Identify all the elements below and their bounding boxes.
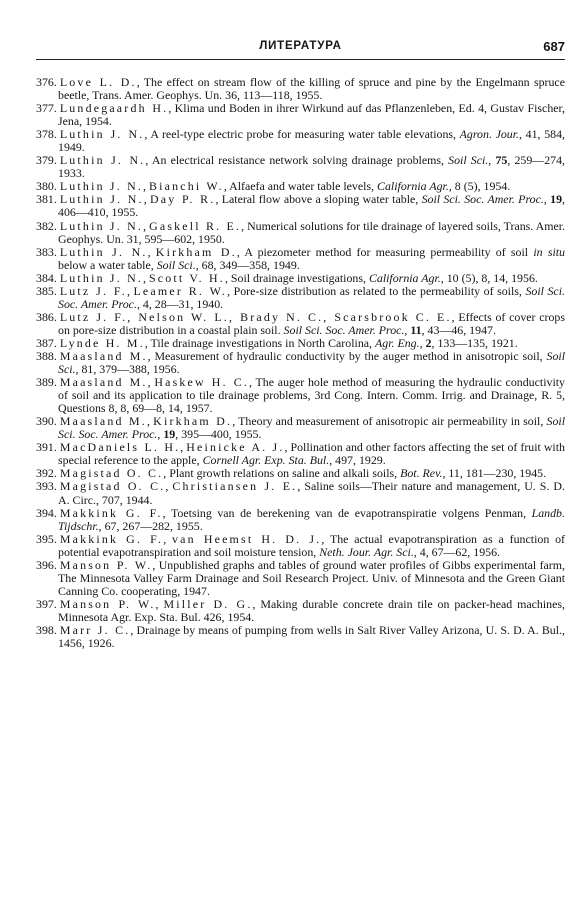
reference-number: 378. — [36, 127, 57, 142]
reference-number: 390. — [36, 414, 57, 429]
reference-author: Miller D. G. — [163, 596, 253, 611]
reference-author: Scott V. H. — [148, 270, 225, 285]
reference-entry — [36, 154, 565, 180]
reference-number: 391. — [36, 440, 57, 455]
reference-source-title: Soil Sci. — [448, 153, 489, 168]
reference-text: , Klima und Boden in ihrer Wirkund auf das Pflanzenleben, Ed. 4, Gustav Fischer, Jena, 1954. — [58, 101, 565, 129]
reference-text: , 133—135, 1921. — [431, 335, 518, 350]
reference-source-title: Soil Sci. Soc. Amer. Proc. — [58, 283, 565, 311]
reference-entry — [36, 415, 565, 441]
reference-text: , Effects of cover crops on pore-size distribution in a coastal plain soil. — [58, 309, 565, 337]
reference-text: , — [157, 427, 164, 442]
reference-entry — [36, 376, 565, 415]
reference-entry — [36, 480, 565, 506]
reference-volume: 2 — [425, 335, 432, 350]
reference-author: Maasland M. — [59, 414, 147, 429]
reference-author: Maasland M. — [59, 375, 148, 390]
reference-text: , 4, 67—62, 1956. — [413, 544, 501, 559]
reference-author: Marr J. C. — [59, 622, 131, 637]
reference-author: Maasland M. — [59, 348, 148, 363]
reference-entry — [36, 128, 565, 154]
reference-author: Magistad O. C. — [59, 479, 166, 494]
reference-source-title: Bot. Rev. — [400, 466, 443, 481]
reference-number: 377. — [36, 101, 57, 116]
reference-text: , 41, 584, 1949. — [58, 127, 565, 155]
reference-text: , Pore-size distribution as related to the permeability of soils, — [227, 283, 526, 298]
reference-entry — [36, 193, 565, 219]
reference-author: Luthin J. N. — [59, 153, 146, 168]
running-title: ЛИТЕРАТУРА — [259, 40, 342, 52]
reference-author: Day P. R. — [150, 192, 216, 207]
reference-text: , — [488, 153, 496, 168]
reference-source-title: California Agr. — [377, 179, 449, 194]
reference-entry — [36, 507, 565, 533]
reference-text: , 4, 28—31, 1940. — [136, 296, 224, 311]
reference-number: 394. — [36, 505, 57, 520]
reference-text: , Pollination and other factors affecting the set of fruit with special reference to the apple, — [58, 440, 565, 468]
reference-number: 382. — [36, 218, 57, 233]
reference-entry — [36, 533, 565, 559]
reference-author: Leamer R. W. — [133, 283, 228, 298]
reference-text: , 68, 349—358, 1949. — [195, 257, 300, 272]
reference-number: 388. — [36, 348, 57, 363]
reference-number: 376. — [36, 75, 57, 89]
reference-text: , Unpublished graphs and tables of ground water profiles of Gibbs experimental farm, The Minnesota Valley Farm Drainage and Soil Research Project. Univ. of Minnesota and the Green Giant Canning Co. cooperating, 1947. — [58, 557, 565, 598]
reference-text: , 497, 1929. — [329, 453, 386, 468]
reference-text: , — [165, 479, 173, 494]
reference-number: 392. — [36, 466, 57, 481]
reference-source-title: Agron. Jour. — [459, 127, 520, 142]
reference-entry — [36, 559, 565, 598]
reference-text: , — [404, 322, 411, 337]
reference-text: , Toetsing van de berekening van de evapotranspiratie volgens Penman, — [162, 505, 532, 520]
reference-number: 379. — [36, 153, 57, 168]
reference-number: 385. — [36, 283, 57, 298]
reference-author: van Heemst H. D. J. — [172, 531, 322, 546]
reference-source-title: Soil Sci. — [156, 257, 196, 272]
page-number: 687 — [543, 39, 565, 54]
reference-author: Luthin J. N. — [59, 244, 148, 259]
reference-author: Christiansen J. E. — [172, 479, 298, 494]
reference-author: Bianchi W. — [148, 179, 224, 194]
reference-text: , Drainage by means of pumping from wells in Salt River Valley Arizona, U. S. D. A. Bul., 1456, 1926. — [58, 622, 565, 651]
reference-author: Love L. D. — [59, 75, 137, 89]
reference-text: , Tile drainage investigations in North Carolina, — [144, 335, 375, 350]
reference-text: , Soil drainage investigations, — [224, 270, 369, 285]
reference-number: 387. — [36, 335, 57, 350]
reference-source-title: Soil Sci. — [58, 348, 565, 377]
reference-number: 397. — [36, 596, 57, 611]
reference-source-title: Neth. Jour. Agr. Sci. — [319, 544, 414, 559]
reference-text: , — [143, 218, 150, 233]
reference-text: , 10 (5), 8, 14, 1956. — [440, 270, 538, 285]
reference-entry — [36, 285, 565, 311]
reference-author: Luthin J. N. — [59, 218, 144, 233]
reference-author: Lynde H. M. — [59, 335, 145, 350]
reference-author: Luthin J. N. — [59, 127, 145, 142]
reference-text: , — [126, 283, 134, 298]
page-header — [36, 40, 565, 58]
reference-text: , 406—410, 1955. — [58, 192, 565, 220]
reference-text: , The effect on stream flow of the killing of spruce and pine by the Engelmann spruce beetle, Trans. Amer. Geophys. Un. 36, 113—118, 1955. — [58, 75, 565, 103]
reference-number: 380. — [36, 179, 57, 194]
reference-entry — [36, 102, 565, 128]
reference-source-title: Cornell Agr. Exp. Sta. Bul. — [202, 453, 330, 468]
reference-text: , Numerical solutions for tile drainage of layered soils, Trans. Amer. Geophys. Un. 31, 595—602, 1950. — [58, 218, 565, 246]
reference-text: , 67, 267—282, 1955. — [98, 518, 203, 533]
reference-entry — [36, 441, 565, 467]
reference-author: MacDaniels L. H. — [59, 440, 181, 455]
reference-entry — [36, 220, 565, 246]
reference-author: Kirkham D. — [153, 414, 233, 429]
reference-author: Lutz J. F., Nelson W. L., Brady N. C., Scarsbrook C. E. — [59, 309, 452, 324]
reference-volume: 19 — [163, 427, 176, 442]
reference-source-title: Landb. Tijdschr. — [58, 505, 565, 533]
reference-volume: 75 — [495, 153, 508, 168]
reference-author: Heinicke A. J. — [186, 440, 285, 455]
reference-text: , — [543, 192, 551, 207]
reference-text: , Making durable concrete drain tile on packer-head machines, Minnesota Agr. Exp. Sta. Bul. 426, 1954. — [58, 596, 566, 624]
reference-source-title: Soil Sci. Soc. Amer. Proc. — [58, 414, 566, 442]
reference-number: 381. — [36, 192, 57, 207]
reference-text: , 395—400, 1955. — [175, 427, 262, 442]
header-rule — [36, 59, 565, 60]
reference-text: , — [143, 192, 151, 207]
reference-number: 384. — [36, 270, 57, 285]
reference-text: , Theory and measurement of anisotropic air permeability in soil, — [232, 414, 547, 429]
reference-entry — [36, 311, 565, 337]
reference-text: , — [180, 440, 187, 455]
reference-author: Luthin J. N. — [59, 179, 144, 194]
reference-source-title: in situ — [533, 244, 565, 259]
reference-author: Makkink G. F. — [59, 505, 163, 520]
reference-text: , 259—274, 1933. — [58, 153, 565, 181]
reference-author: Kirkham D. — [155, 244, 237, 259]
reference-entry — [36, 598, 565, 624]
reference-author: Gaskell R. E. — [149, 218, 242, 233]
reference-entry — [36, 246, 565, 272]
reference-list — [36, 76, 565, 650]
reference-text: , Alfaefa and water table levels, — [223, 179, 378, 194]
reference-number: 396. — [36, 557, 57, 572]
reference-entry — [36, 350, 565, 376]
reference-source-title: California Agr. — [368, 270, 441, 285]
reference-text: , The auger hole method of measuring the hydraulic conductivity of soil and its application to tile drainage problems, 3rd Cong. Intern. Comm. Irrig. and Drainage, R. 5, Questions 8, 8, 69—8, 14, 1957. — [58, 375, 565, 416]
reference-text: , The actual evapotranspiration as a function of potential evapotranspiration and soil moisture tension, — [58, 531, 565, 559]
reference-volume: 19 — [550, 192, 563, 207]
reference-author: Luthin J. N. — [59, 192, 144, 207]
reference-text: , An electrical resistance network solving drainage problems, — [145, 153, 449, 168]
reference-source-title: Soil Sci. Soc. Amer. Proc. — [421, 192, 544, 207]
reference-text: , 8 (5), 1954. — [448, 179, 511, 194]
reference-text: , — [147, 375, 155, 390]
reference-text: , Plant growth relations on saline and alkali soils, — [163, 466, 401, 481]
reference-text: , — [163, 531, 173, 546]
reference-author: Magistad O. C. — [59, 466, 164, 481]
reference-number: 386. — [36, 309, 57, 324]
reference-text: below a water table, — [58, 257, 157, 272]
reference-author: Makkink G. F. — [59, 531, 164, 546]
reference-text: , — [419, 335, 426, 350]
reference-text: , Lateral flow above a sloping water table, — [215, 192, 422, 207]
reference-author: Manson P. W. — [59, 557, 153, 572]
reference-number: 395. — [36, 531, 57, 546]
reference-text: , — [143, 179, 149, 194]
reference-text: , — [146, 414, 154, 429]
reference-text: , Measurement of hydraulic conductivity by the auger method in anisotropic soil, — [147, 348, 547, 363]
reference-volume: 11 — [410, 322, 422, 337]
reference-text: , — [143, 270, 149, 285]
reference-text: , 43—46, 1947. — [421, 322, 496, 337]
reference-text: , 81, 379—388, 1956. — [75, 362, 180, 377]
reference-author: Luthin J. N. — [59, 270, 144, 285]
reference-author: Manson P. W. — [59, 596, 156, 611]
reference-text: , A piezometer method for measuring permeability of soil — [236, 244, 534, 259]
reference-author: Lutz J. F. — [59, 283, 127, 298]
reference-entry — [36, 624, 565, 650]
reference-source-title: Agr. Eng. — [375, 335, 420, 350]
reference-source-title: Soil Sci. Soc. Amer. Proc. — [283, 322, 405, 337]
reference-text: , — [155, 596, 164, 611]
reference-number: 389. — [36, 375, 57, 390]
reference-entry — [36, 76, 565, 102]
reference-number: 393. — [36, 479, 57, 494]
reference-text: , A reel-type electric probe for measuring water table elevations, — [144, 127, 460, 142]
reference-author: Haskew H. C. — [154, 375, 250, 390]
reference-number: 383. — [36, 244, 57, 259]
reference-number: 398. — [36, 622, 57, 637]
reference-text: , 11, 181—230, 1945. — [442, 466, 547, 481]
reference-text: , Saline soils—Their nature and management, U. S. D. A. Circ., 707, 1944. — [58, 479, 565, 507]
reference-text: , — [147, 244, 156, 259]
reference-author: Lundegaardh H. — [59, 101, 169, 116]
